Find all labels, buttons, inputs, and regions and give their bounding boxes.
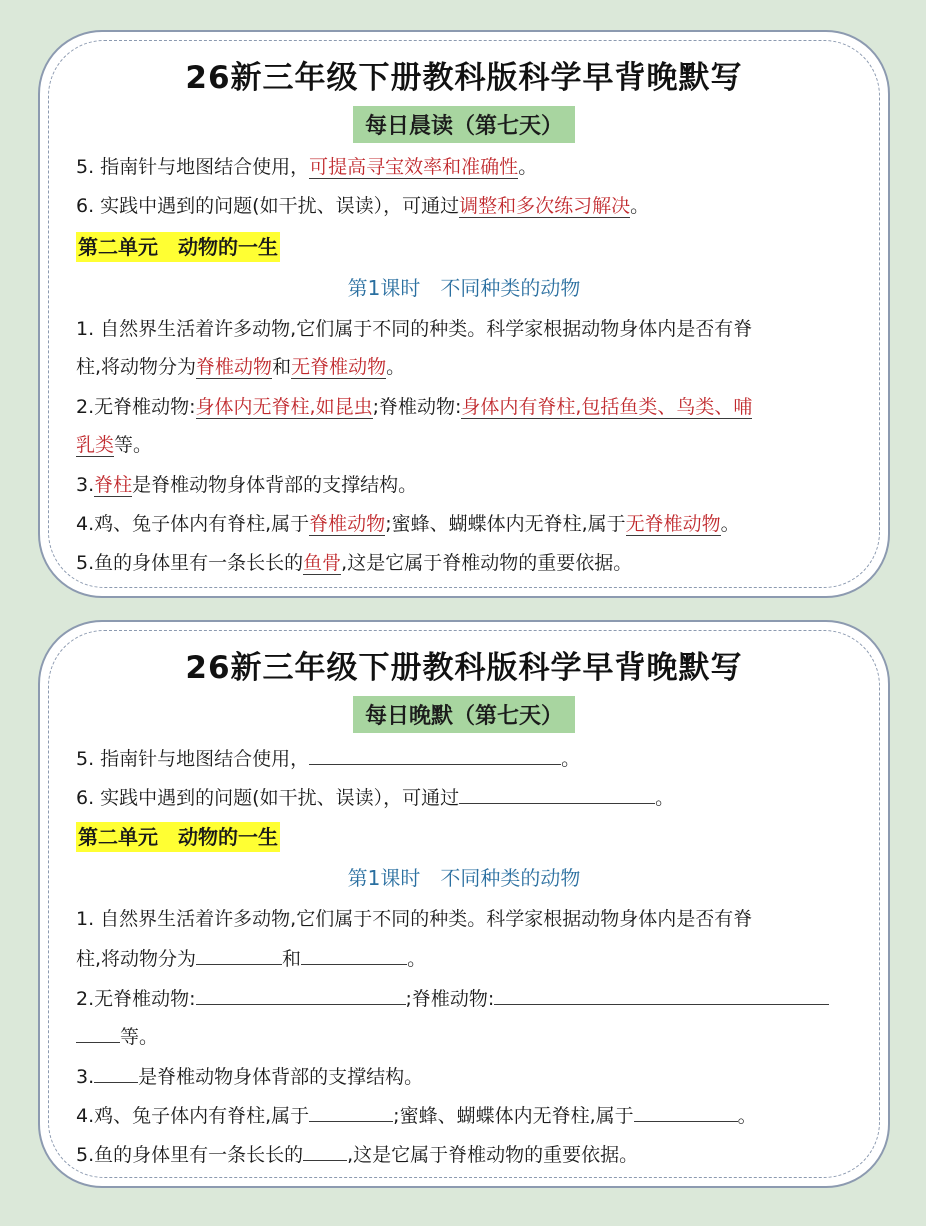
answer-text: 可提高寻宝效率和准确性 <box>309 156 519 178</box>
question-6: 6. 实践中遇到的问题(如干扰、误读），可通过 。 <box>76 783 864 811</box>
point-2-line-2: 乳类等。 <box>76 434 153 456</box>
answer-blank <box>309 744 561 765</box>
point-5: 5.鱼的身体里有一条长长的 ,这是它属于脊椎动物的重要依据。 <box>76 1140 864 1168</box>
question-6: 6. 实践中遇到的问题(如干扰、误读），可通过调整和多次练习解决。 <box>76 195 650 217</box>
page-title: 26新三年级下册教科版科学早背晚默写 <box>185 60 743 96</box>
answer-text: 无脊椎动物 <box>625 513 721 535</box>
lesson-heading: 第1课时 不同种类的动物 <box>347 276 581 300</box>
lesson-heading: 第1课时 不同种类的动物 <box>347 866 581 890</box>
point-3: 3. 是脊椎动物身体背部的支撑结构。 <box>76 1062 864 1090</box>
answer-text: 无脊椎动物 <box>291 356 387 378</box>
answer-blank <box>494 984 829 1005</box>
point-2-line-1: 2.无脊椎动物: ;脊椎动物: <box>76 984 864 1012</box>
question-5: 5. 指南针与地图结合使用， 。 <box>76 744 864 772</box>
answer-blank <box>303 1140 347 1161</box>
point-4: 4.鸡、兔子体内有脊柱,属于 ;蜜蜂、蝴蝶体内无脊柱,属于 。 <box>76 1101 864 1129</box>
point-3: 3.脊柱是脊椎动物身体背部的支撑结构。 <box>76 474 418 496</box>
answer-text: 鱼骨 <box>303 552 342 574</box>
point-1-line-1: 1. 自然界生活着许多动物,它们属于不同的种类。科学家根据动物身体内是否有脊 <box>76 318 753 340</box>
answer-text: 调整和多次练习解决 <box>459 195 631 217</box>
answer-blank <box>94 1062 138 1083</box>
answer-text: 身体内有脊柱,包括鱼类、鸟类、哺 <box>461 396 753 418</box>
answer-text: 身体内无脊柱,如昆虫 <box>195 396 373 418</box>
page-title: 26新三年级下册教科版科学早背晚默写 <box>185 650 743 686</box>
point-5: 5.鱼的身体里有一条长长的鱼骨,这是它属于脊椎动物的重要依据。 <box>76 552 633 574</box>
answer-blank <box>309 1101 393 1122</box>
answer-blank <box>76 1022 120 1043</box>
morning-card <box>38 30 890 598</box>
day-badge: 每日晨读（第七天） <box>353 106 575 143</box>
question-5: 5. 指南针与地图结合使用，可提高寻宝效率和准确性。 <box>76 156 538 178</box>
answer-blank <box>196 944 282 965</box>
answer-text: 脊椎动物 <box>309 513 386 535</box>
answer-blank <box>459 783 655 804</box>
answer-text: 脊椎动物 <box>196 356 273 378</box>
point-2-line-1: 2.无脊椎动物:身体内无脊柱,如昆虫;脊椎动物:身体内有脊柱,包括鱼类、鸟类、哺 <box>76 396 753 418</box>
answer-blank <box>634 1101 738 1122</box>
point-4: 4.鸡、兔子体内有脊柱,属于脊椎动物;蜜蜂、蝴蝶体内无脊柱,属于无脊椎动物。 <box>76 513 740 535</box>
evening-card <box>38 620 890 1188</box>
answer-blank <box>301 944 407 965</box>
unit-heading: 第二单元 动物的一生 <box>76 232 280 262</box>
point-1-line-2: 柱,将动物分为脊椎动物和无脊椎动物。 <box>76 356 406 378</box>
point-1-line-1: 1. 自然界生活着许多动物,它们属于不同的种类。科学家根据动物身体内是否有脊 <box>76 908 753 930</box>
answer-text: 乳类 <box>76 434 115 456</box>
answer-text: 脊柱 <box>94 474 133 496</box>
answer-blank <box>196 984 406 1005</box>
day-badge: 每日晚默（第七天） <box>353 696 575 733</box>
point-2-line-2: 等。 <box>76 1022 864 1050</box>
unit-heading: 第二单元 动物的一生 <box>76 822 280 852</box>
point-1-line-2: 柱,将动物分为 和 。 <box>76 944 864 972</box>
